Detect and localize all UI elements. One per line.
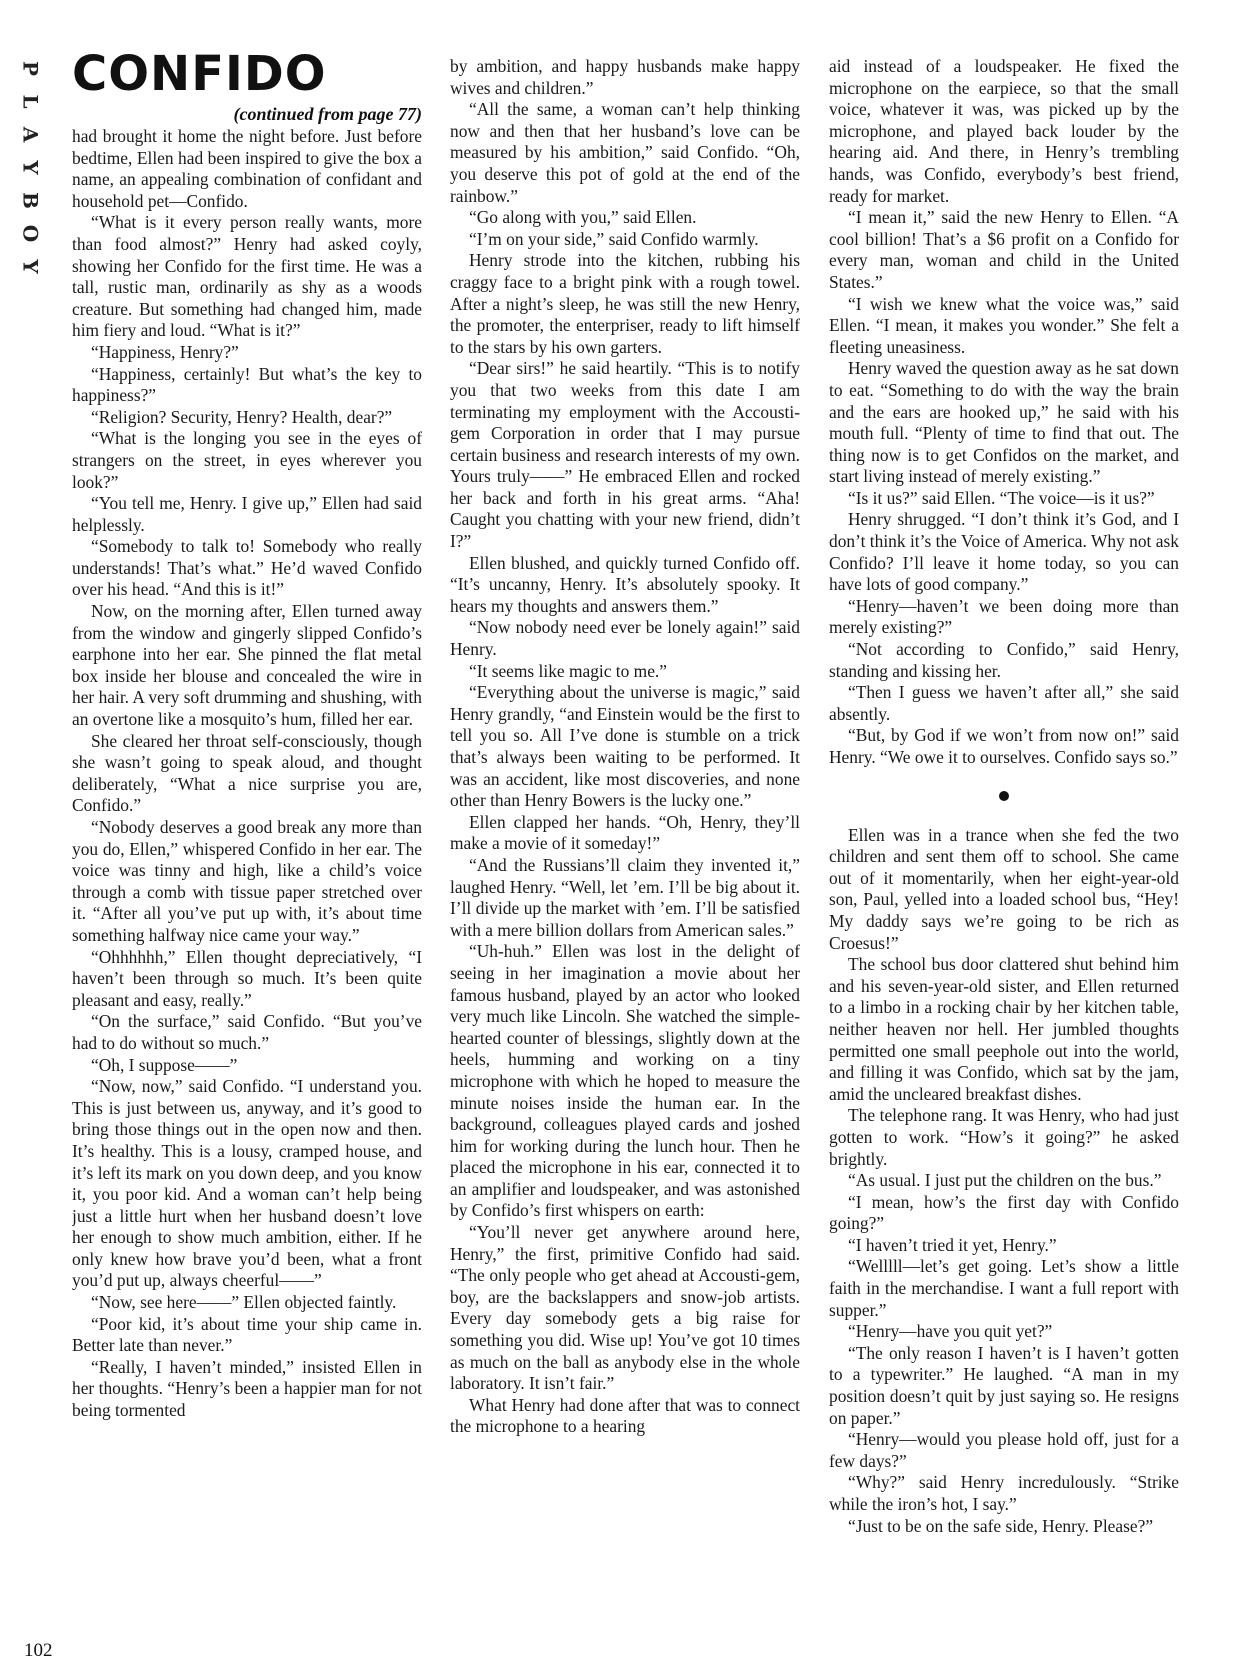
article-paragraph: “Now, now,” said Confido. “I understand you. This is just between us, anyway, and it’s good to bring those things out in the open now and then. It’s healthy. This is a lousy, cramped house, and it’s left its mark on you down deep, and you know it, you poor kid. And a woman can’t help being just a little hurt when her husband doesn’t love her enough to show much ambition, either. If he only knew how brave you’d been, what a front you’d put up, always cheerful——” bbox=[72, 1076, 422, 1291]
article-paragraph: “Ohhhhhh,” Ellen thought depreciatively, “I haven’t been through so much. It’s been quite pleasant and easy, really.” bbox=[72, 946, 422, 1010]
article-paragraph: “Now nobody need ever be lonely again!” said Henry. bbox=[450, 617, 800, 660]
article-paragraph: She cleared her throat self-consciously, though she wasn’t going to speak aloud, and thought deliberately, “What a nice surprise you are, Confido.” bbox=[72, 730, 422, 816]
article-paragraph: “You’ll never get anywhere around here, Henry,” the first, primitive Confido had said. “The only people who get ahead at Accousti-gem, boy, are the backslappers and snow-job artists. Every day somebody gets a big raise for something you did. Wise up! You’ve got 10 times as much on the ball as anybody else in the whole laboratory. It isn’t fair.” bbox=[450, 1222, 800, 1394]
side-label-letter: Y bbox=[18, 160, 43, 175]
article-paragraph: Ellen was in a trance when she fed the two children and sent them off to school. She came out of it momentarily, when her eight-year-old son, Paul, yelled into a loaded school bus, “Hey! My daddy says we’re going to be rich as Croesus!” bbox=[829, 824, 1179, 953]
article-paragraph: “I mean, how’s the first day with Confido going?” bbox=[829, 1191, 1179, 1234]
article-paragraph: aid instead of a loudspeaker. He fixed the microphone on the earpiece, so that the small voice, whatever it was, was picked up by the microphone, and played back louder by the hearing aid. And there, in Henry’s trembling hands, was Confido, everybody’s best friend, ready for market. bbox=[829, 56, 1179, 206]
side-label-letter: O bbox=[18, 224, 43, 243]
article-paragraph: “Welllll—let’s get going. Let’s show a little faith in the merchandise. I want a full report with supper.” bbox=[829, 1256, 1179, 1320]
article-paragraph: “What is the longing you see in the eyes of strangers on the street, in eyes wherever you look?” bbox=[72, 428, 422, 492]
article-paragraph: What Henry had done after that was to connect the microphone to a hearing bbox=[450, 1394, 800, 1437]
article-paragraph: “Really, I haven’t minded,” insisted Ellen in her thoughts. “Henry’s been a happier man for not being tormented bbox=[72, 1356, 422, 1421]
article-paragraph: Ellen blushed, and quickly turned Confido off. “It’s uncanny, Henry. It’s absolutely spooky. It hears my thoughts and answers them.” bbox=[450, 552, 800, 616]
article-paragraph: “Everything about the universe is magic,” said Henry grandly, “and Einstein would be the first to tell you so. All I’ve done is stumble on a trick that’s always been waiting to be performed. It was an accident, like most discoveries, and none other than Henry Bowers is the lucky one.” bbox=[450, 682, 800, 811]
article-paragraph: “Nobody deserves a good break any more than you do, Ellen,” whispered Confido in her ear. The voice was tinny and high, like a child’s voice through a comb with tissue paper stretched over it. “After all you’ve put up with, it’s about time something halfway nice came your way.” bbox=[72, 817, 422, 945]
article-column-3 bbox=[829, 56, 1179, 1666]
side-label-letter: P bbox=[18, 60, 43, 77]
article-paragraph: “Religion? Security, Henry? Health, dear?” bbox=[91, 406, 393, 427]
article-paragraph: “Dear sirs!” he said heartily. “This is to notify you that two weeks from this date I am terminating my employment with the Accousti-gem Corporation in order that I may pursue certain business and research interests of my own. Yours truly——” He embraced Ellen and rocked her back and forth in his great arms. “Aha! Caught you chatting with your new friend, didn’t I?” bbox=[450, 358, 800, 552]
article-paragraph: “It seems like magic to me.” bbox=[469, 660, 667, 681]
article-column-2 bbox=[450, 56, 800, 1666]
article-paragraph: “And the Russians’ll claim they invented it,” laughed Henry. “Well, let ’em. I’ll be big about it. I’ll divide up the market with ’em. I’ll be satisfied with a mere billion dollars from American sales.” bbox=[450, 854, 800, 940]
article-paragraph: “Just to be on the safe side, Henry. Please?” bbox=[848, 1515, 1154, 1536]
article-paragraph: “Happiness, Henry?” bbox=[91, 341, 239, 362]
article-paragraph: “Happiness, certainly! But what’s the key to happiness?” bbox=[72, 363, 422, 406]
side-label-letter: B bbox=[18, 192, 43, 209]
article-title: CONFIDO bbox=[72, 46, 327, 102]
section-break-dot bbox=[999, 791, 1009, 801]
article-paragraph: The school bus door clattered shut behind him and his seven-year-old sister, and Ellen returned to a limbo in a rocking chair by her kitchen table, neither heaven nor hell. Her jumbled thoughts permitted one small peephole out into the world, and filling it was Confido, which sat by the jam, amid the uncleared breakfast dishes. bbox=[829, 954, 1179, 1104]
column-3-top-section bbox=[829, 56, 1179, 769]
article-paragraph: “What is it every person really wants, more than food almost?” Henry had asked coyly, showing her Confido for the first time. He was a tall, rustic man, ordinarily as shy as a woods creature. But something had changed him, made him fiery and loud. “What is it?” bbox=[72, 212, 422, 341]
article-paragraph: “All the same, a woman can’t help thinking now and then that her husband’s love can be measured by his ambition,” said Confido. “Oh, you deserve this pot of gold at the end of the rainbow.” bbox=[450, 99, 800, 206]
article-paragraph: “I mean it,” said the new Henry to Ellen. “A cool billion! That’s a $6 profit on a Confido for every man, woman and child in the United States.” bbox=[829, 207, 1179, 292]
article-paragraph: “Uh-huh.” Ellen was lost in the delight of seeing in her imagination a movie about her famous husband, played by an actor who looked very much like Lincoln. She watched the simple-hearted counter of blessings, slightly down at the heels, humming and working on a tiny microphone with which he hoped to measure the minute noises inside the human ear. In the background, colleagues played cards and joshed him for working during the lunch hour. Then he placed the microphone in his ear, connected it to an amplifier and loudspeaker, and was astonished by Confido’s first whispers on earth: bbox=[450, 941, 800, 1221]
article-paragraph: had brought it home the night before. Just before bedtime, Ellen had been inspired to give the box a name, an appealing combination of confidant and household pet—Confido. bbox=[72, 126, 422, 211]
article-paragraph: “Go along with you,” said Ellen. bbox=[469, 207, 697, 228]
column-3-bottom-section bbox=[829, 825, 1179, 1538]
side-label-letter: Y bbox=[18, 259, 43, 274]
article-paragraph: “Why?” said Henry incredulously. “Strike while the iron’s hot, I say.” bbox=[829, 1472, 1179, 1514]
article-paragraph: “The only reason I haven’t is I haven’t gotten to a typewriter.” He laughed. “A man in my position doesn’t quit by just saying so. He resigns on paper.” bbox=[829, 1342, 1179, 1428]
article-paragraph: “Oh, I suppose——” bbox=[91, 1054, 238, 1075]
article-paragraph: The telephone rang. It was Henry, who had just gotten to work. “How’s it going?” he asked brightly. bbox=[829, 1105, 1179, 1169]
article-paragraph: Henry shrugged. “I don’t think it’s God, and I don’t think it’s the Voice of America. Why not ask Confido? I’ll leave it home today, so you can have lots of good company.” bbox=[829, 509, 1179, 595]
article-column-1 bbox=[72, 126, 422, 1666]
article-paragraph: “I’m on your side,” said Confido warmly. bbox=[469, 228, 759, 249]
article-paragraph: “Then I guess we haven’t after all,” she said absently. bbox=[829, 682, 1179, 724]
article-paragraph: “You tell me, Henry. I give up,” Ellen had said helplessly. bbox=[72, 493, 422, 535]
article-paragraph: “I haven’t tried it yet, Henry.” bbox=[848, 1234, 1057, 1255]
article-paragraph: Henry strode into the kitchen, rubbing his craggy face to a bright pink with a rough towel. After a night’s sleep, he was still the new Henry, the promoter, the enterpriser, ready to lift himself to the stars by his own garters. bbox=[450, 250, 800, 357]
article-paragraph: “But, by God if we won’t from now on!” said Henry. “We owe it to ourselves. Confido says so.” bbox=[829, 725, 1179, 767]
article-paragraph: “Henry—haven’t we been doing more than merely existing?” bbox=[829, 595, 1179, 638]
article-paragraph: by ambition, and happy husbands make happy wives and children.” bbox=[450, 56, 800, 98]
article-paragraph: “Is it us?” said Ellen. “The voice—is it us?” bbox=[848, 487, 1155, 508]
masthead-side-label bbox=[18, 52, 43, 283]
article-paragraph: “Henry—would you please hold off, just for a few days?” bbox=[829, 1429, 1179, 1471]
article-paragraph: “Not according to Confido,” said Henry, standing and kissing her. bbox=[829, 639, 1179, 681]
page-number: 102 bbox=[24, 1640, 53, 1661]
article-paragraph: “Somebody to talk to! Somebody who really understands! That’s what.” He’d waved Confido over his head. “And this is it!” bbox=[72, 536, 422, 600]
side-label-letter: L bbox=[18, 94, 43, 109]
continued-note: (continued from page 77) bbox=[233, 104, 422, 124]
article-paragraph: “Now, see here——” Ellen objected faintly. bbox=[91, 1292, 397, 1313]
article-paragraph: “Poor kid, it’s about time your ship came in. Better late than never.” bbox=[72, 1313, 422, 1356]
article-paragraph: Henry waved the question away as he sat down to eat. “Something to do with the way the brain and the ears are hooked up,” he said with his mouth full. “Plenty of time to find that out. The thing now is to get Confidos on the market, and start living instead of merely existing.” bbox=[829, 358, 1179, 487]
article-paragraph: Now, on the morning after, Ellen turned away from the window and gingerly slipped Confido’s earphone into her ear. She pinned the flat metal box inside her blouse and concealed the wire in her hair. A very soft drumming and shushing, with an overtone like a mosquito’s hum, filled her ear. bbox=[72, 601, 422, 730]
article-paragraph: “On the surface,” said Confido. “But you’ve had to do without so much.” bbox=[72, 1011, 422, 1053]
article-paragraph: “As usual. I just put the children on the bus.” bbox=[848, 1170, 1162, 1191]
article-paragraph: Ellen clapped her hands. “Oh, Henry, they’ll make a movie of it someday!” bbox=[450, 811, 800, 854]
side-label-letter: A bbox=[18, 126, 43, 143]
article-paragraph: “Henry—have you quit yet?” bbox=[848, 1321, 1053, 1342]
article-paragraph: “I wish we knew what the voice was,” said Ellen. “I mean, it makes you wonder.” She felt a fleeting uneasiness. bbox=[829, 293, 1179, 357]
